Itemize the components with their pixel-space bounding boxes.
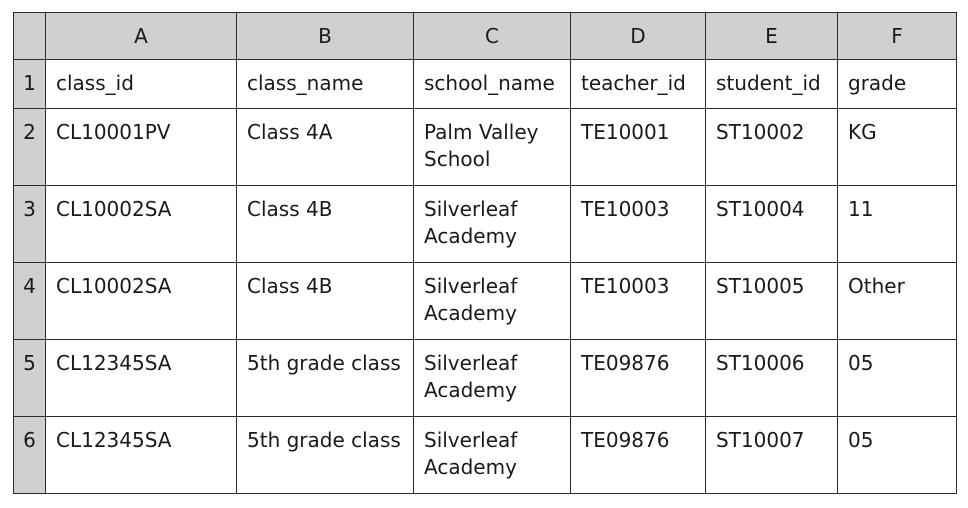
column-header-row xyxy=(14,13,957,60)
cell[interactable]: ST10002 xyxy=(706,109,838,186)
cell[interactable]: CL10001PV xyxy=(46,109,237,186)
cell[interactable]: Class 4A xyxy=(237,109,414,186)
table-row xyxy=(14,60,957,109)
table-row xyxy=(14,263,957,340)
cell[interactable]: CL12345SA xyxy=(46,417,237,494)
row-header[interactable]: 4 xyxy=(14,263,46,340)
cell[interactable]: Silverleaf Academy xyxy=(414,340,571,417)
table-row xyxy=(14,340,957,417)
cell[interactable]: Silverleaf Academy xyxy=(414,186,571,263)
cell[interactable]: 5th grade class xyxy=(237,340,414,417)
cell[interactable]: ST10006 xyxy=(706,340,838,417)
column-header-e[interactable]: E xyxy=(706,13,838,60)
cell[interactable]: TE10003 xyxy=(571,263,706,340)
row-header[interactable]: 1 xyxy=(14,60,46,109)
cell[interactable]: TE09876 xyxy=(571,340,706,417)
table-row xyxy=(14,186,957,263)
row-header[interactable]: 6 xyxy=(14,417,46,494)
cell[interactable]: ST10005 xyxy=(706,263,838,340)
table-row xyxy=(14,109,957,186)
cell[interactable]: CL12345SA xyxy=(46,340,237,417)
cell[interactable]: CL10002SA xyxy=(46,263,237,340)
select-all-corner[interactable] xyxy=(14,13,46,60)
cell[interactable]: Class 4B xyxy=(237,263,414,340)
cell[interactable]: ST10007 xyxy=(706,417,838,494)
column-header-b[interactable]: B xyxy=(237,13,414,60)
cell[interactable]: school_name xyxy=(414,60,571,109)
cell[interactable]: class_name xyxy=(237,60,414,109)
cell[interactable]: Silverleaf Academy xyxy=(414,417,571,494)
column-header-c[interactable]: C xyxy=(414,13,571,60)
cell[interactable]: Palm Valley School xyxy=(414,109,571,186)
row-header[interactable]: 3 xyxy=(14,186,46,263)
row-header[interactable]: 2 xyxy=(14,109,46,186)
cell[interactable]: student_id xyxy=(706,60,838,109)
column-header-d[interactable]: D xyxy=(571,13,706,60)
column-header-f[interactable]: F xyxy=(838,13,957,60)
table-row xyxy=(14,417,957,494)
cell[interactable]: Silverleaf Academy xyxy=(414,263,571,340)
cell[interactable]: 05 xyxy=(838,417,957,494)
cell[interactable]: KG xyxy=(838,109,957,186)
cell[interactable]: TE10001 xyxy=(571,109,706,186)
cell[interactable]: 11 xyxy=(838,186,957,263)
cell[interactable]: class_id xyxy=(46,60,237,109)
cell[interactable]: TE10003 xyxy=(571,186,706,263)
cell[interactable]: Other xyxy=(838,263,957,340)
cell[interactable]: teacher_id xyxy=(571,60,706,109)
cell[interactable]: CL10002SA xyxy=(46,186,237,263)
cell[interactable]: 05 xyxy=(838,340,957,417)
cell[interactable]: 5th grade class xyxy=(237,417,414,494)
cell[interactable]: grade xyxy=(838,60,957,109)
spreadsheet-grid xyxy=(13,12,957,494)
cell[interactable]: Class 4B xyxy=(237,186,414,263)
column-header-a[interactable]: A xyxy=(46,13,237,60)
cell[interactable]: ST10004 xyxy=(706,186,838,263)
cell[interactable]: TE09876 xyxy=(571,417,706,494)
row-header[interactable]: 5 xyxy=(14,340,46,417)
